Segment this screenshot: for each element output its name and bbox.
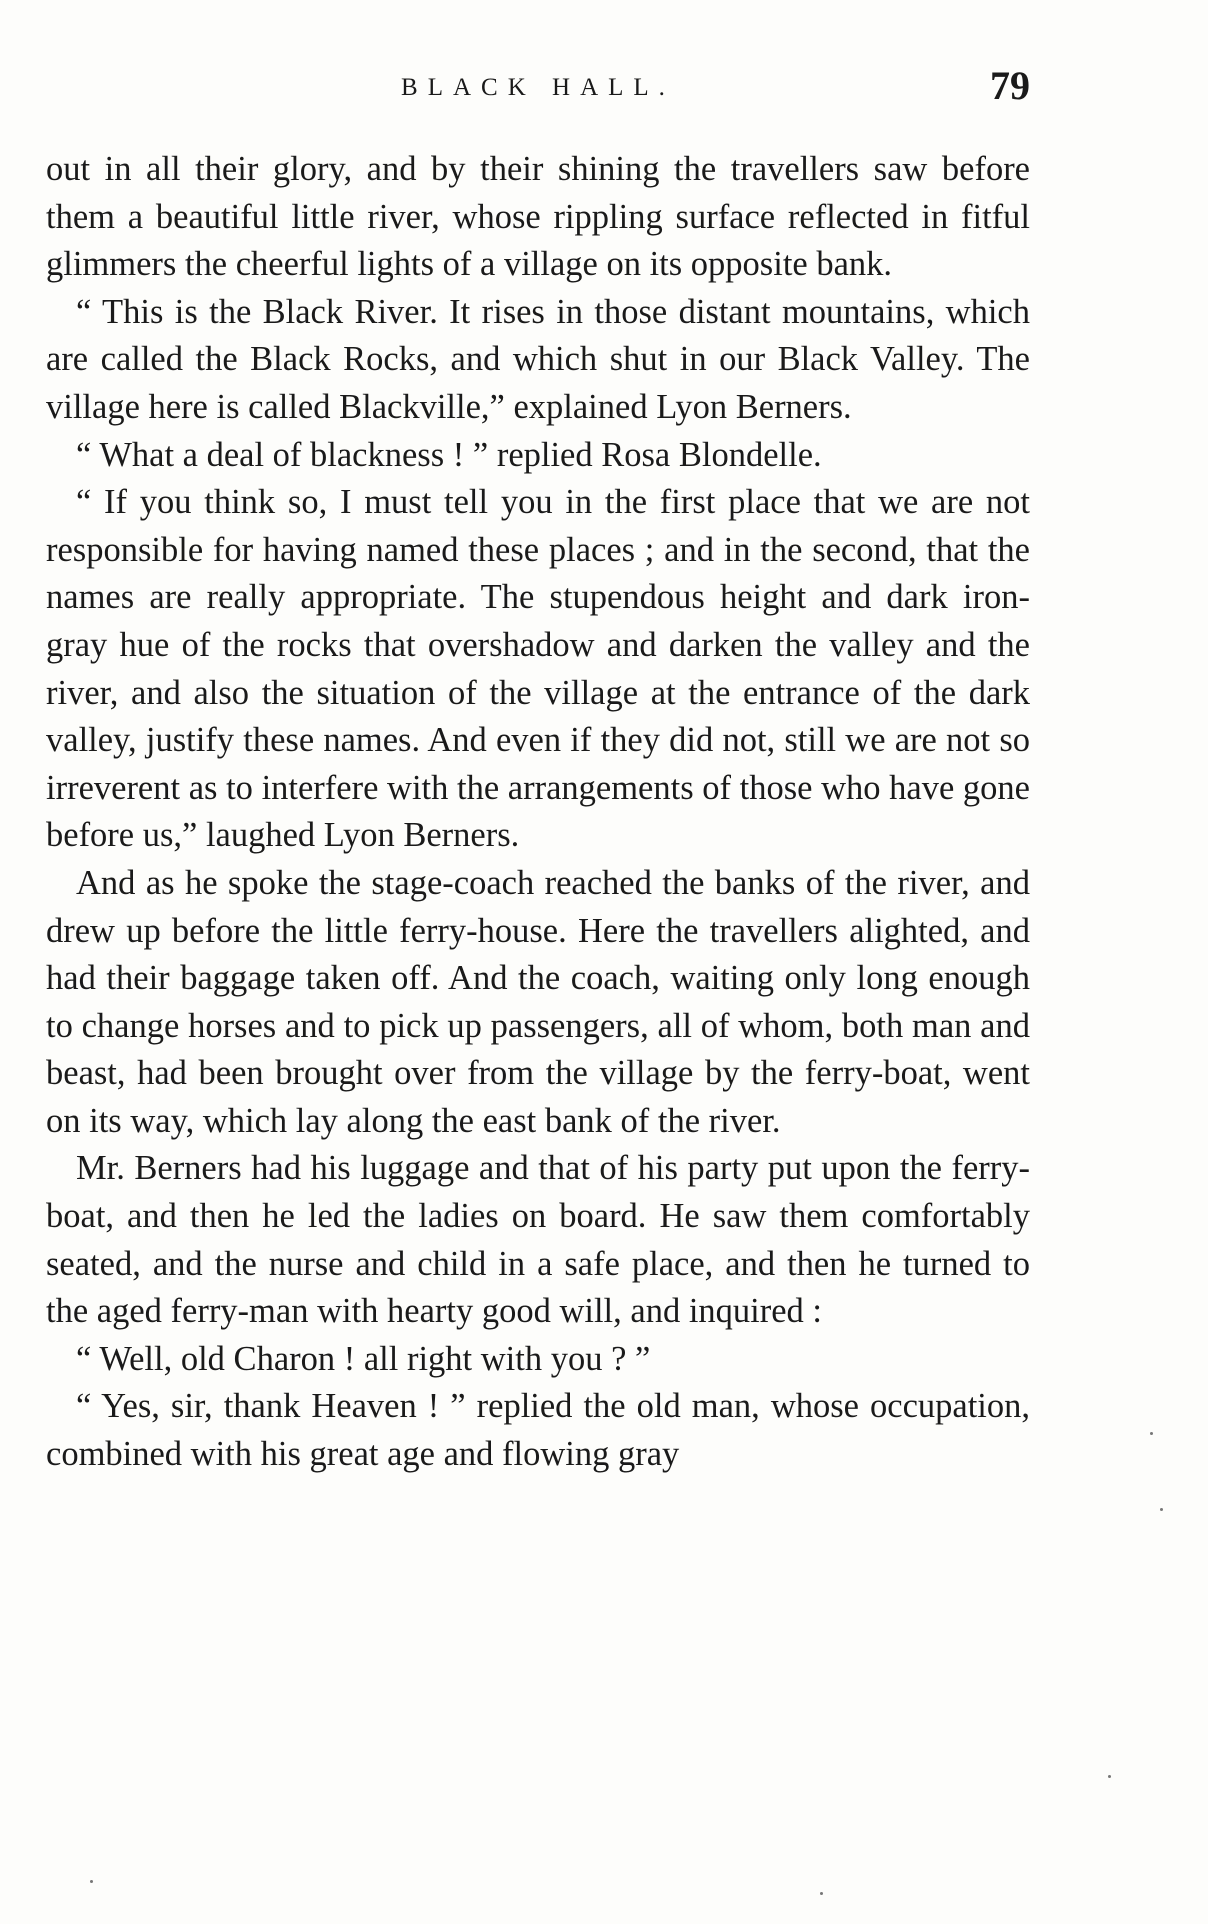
- page-number: 79: [990, 63, 1030, 108]
- paragraph: out in all their glory, and by their shining the travellers saw before them a beautiful little river, whose rippling surface reflected in fitful glimmers the cheerful lights of a village on its opposite bank.: [46, 150, 1030, 284]
- paragraph: Mr. Berners had his luggage and that of his party put upon the ferry-boat, and then he led the ladies on board. He saw them comfortably seated, and the nurse and child in a safe place, and then he turned to the aged ferry-man with hearty good will, and inquired :: [46, 1149, 1030, 1331]
- paper-speck: [1150, 1432, 1153, 1435]
- paper-speck: [1160, 1508, 1163, 1511]
- paragraph: “ If you think so, I must tell you in the first place that we are not responsible for having named these places ; and in the second, that the names are really appropriate. The stupendous height and dark iron-gray hue of the rocks that overshadow and darken the valley and the river, and also the situation of the village at the entrance of the dark valley, justify these names. And even if they did not, still we are not so irreverent as to interfere with the arrangements of those who have gone before us,” laughed Lyon Berners.: [46, 483, 1030, 855]
- body-text: [46, 146, 1030, 1479]
- paper-speck: [820, 1892, 823, 1895]
- paragraph: “ Well, old Charon ! all right with you ? ”: [76, 1339, 651, 1378]
- paragraph: “ This is the Black River. It rises in those distant mountains, which are called the Black Rocks, and which shut in our Black Valley. The village here is called Blackville,” explained Lyon Berners.: [46, 292, 1030, 426]
- paper-speck: [1108, 1775, 1111, 1778]
- paper-speck: [90, 1880, 93, 1883]
- paragraph: “ What a deal of blackness ! ” replied Rosa Blondelle.: [76, 435, 822, 474]
- running-title: BLACK HALL.: [401, 74, 675, 101]
- paragraph: “ Yes, sir, thank Heaven ! ” replied the old man, whose occupation, combined with his great age and flowing gray: [46, 1387, 1030, 1474]
- paragraph: And as he spoke the stage-coach reached the banks of the river, and drew up before the little ferry-house. Here the travellers alighted, and had their baggage taken off. And the coach, waiting only long enough to change horses and to pick up passengers, all of whom, both man and beast, had been brought over from the village by the ferry-boat, went on its way, which lay along the east bank of the river.: [46, 863, 1030, 1140]
- running-header: [46, 62, 1030, 112]
